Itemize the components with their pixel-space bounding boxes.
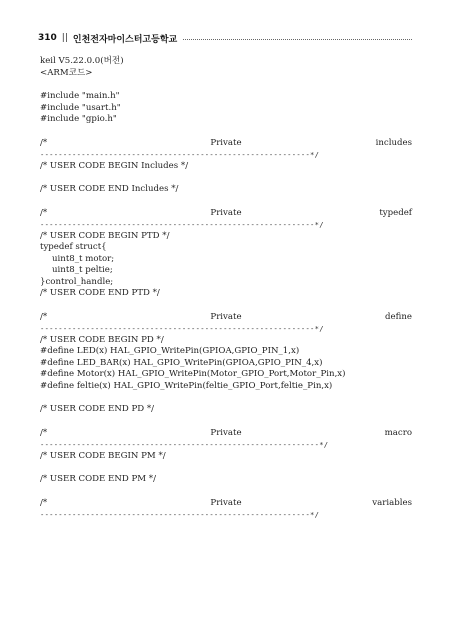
code-line: /* USER CODE END PM */ (40, 474, 156, 484)
banner-dash-rule: ------------------------------------------------------------*/ (40, 324, 324, 333)
banner-comment-open: /* (40, 207, 48, 218)
code-line: uint8_t motor; (52, 253, 115, 264)
page-number: 310 (38, 33, 57, 43)
banner-section: macro (384, 427, 412, 438)
code-line: uint8_t peltie; (52, 265, 113, 275)
code-line: /* USER CODE BEGIN Includes */ (40, 160, 189, 171)
code-line: /* USER CODE BEGIN PD */ (40, 334, 164, 345)
code-line: /* USER CODE END PD */ (40, 404, 155, 414)
running-header (38, 31, 412, 45)
banner-comment-open: /* (40, 137, 48, 148)
code-line: #include "usart.h" (40, 102, 121, 113)
banner-label: Private (210, 427, 242, 438)
banner-comment-open: /* (40, 497, 48, 508)
code-line: /* USER CODE END Includes */ (40, 184, 179, 194)
code-line: #define LED_BAR(x) HAL_GPIO_WritePin(GPIOA,GPIO_PIN_4,x) (40, 357, 323, 368)
section-banner-macro (40, 428, 412, 440)
banner-label: Private (210, 207, 242, 218)
banner-dash-rule: -------------------------------------------------------------*/ (40, 440, 329, 449)
banner-section: typedef (379, 207, 412, 218)
banner-section: variables (372, 497, 412, 508)
code-line: /* USER CODE BEGIN PM */ (40, 450, 166, 461)
header-separator: || (61, 33, 68, 43)
banner-label: Private (210, 311, 242, 322)
banner-comment-open: /* (40, 427, 48, 438)
section-banner-typedef (40, 208, 412, 220)
section-banner-define (40, 312, 412, 324)
banner-section: includes (375, 137, 412, 148)
banner-label: Private (210, 497, 242, 508)
code-line: #include "gpio.h" (40, 114, 117, 124)
code-line: /* USER CODE END PTD */ (40, 288, 160, 298)
code-line: <ARM코드> (40, 67, 93, 78)
header-dotted-rule (183, 39, 412, 40)
code-line: #define feltie(x) HAL_GPIO_WritePin(feltie_GPIO_Port,feltie_Pin,x) (40, 380, 333, 391)
banner-label: Private (210, 137, 242, 148)
banner-dash-rule: -----------------------------------------------------------*/ (40, 150, 320, 159)
banner-dash-rule: -----------------------------------------------------------*/ (40, 510, 320, 519)
code-listing (40, 56, 412, 521)
banner-section: define (385, 311, 412, 322)
book-title: 인천전자마이스터고등학교 (72, 34, 178, 45)
code-line: #define LED(x) HAL_GPIO_WritePin(GPIOA,GPIO_PIN_1,x) (40, 346, 300, 356)
section-banner-includes (40, 138, 412, 150)
section-banner-variables (40, 498, 412, 510)
code-line: typedef struct{ (40, 242, 107, 252)
code-line: #include "main.h" (40, 91, 120, 101)
banner-dash-rule: ------------------------------------------------------------*/ (40, 220, 324, 229)
code-line: }control_handle; (40, 276, 114, 287)
code-line: keil V5.22.0.0(버전) (40, 56, 124, 66)
banner-comment-open: /* (40, 311, 48, 322)
code-line: /* USER CODE BEGIN PTD */ (40, 230, 170, 241)
code-line: #define Motor(x) HAL_GPIO_WritePin(Motor_GPIO_Port,Motor_Pin,x) (40, 369, 346, 379)
